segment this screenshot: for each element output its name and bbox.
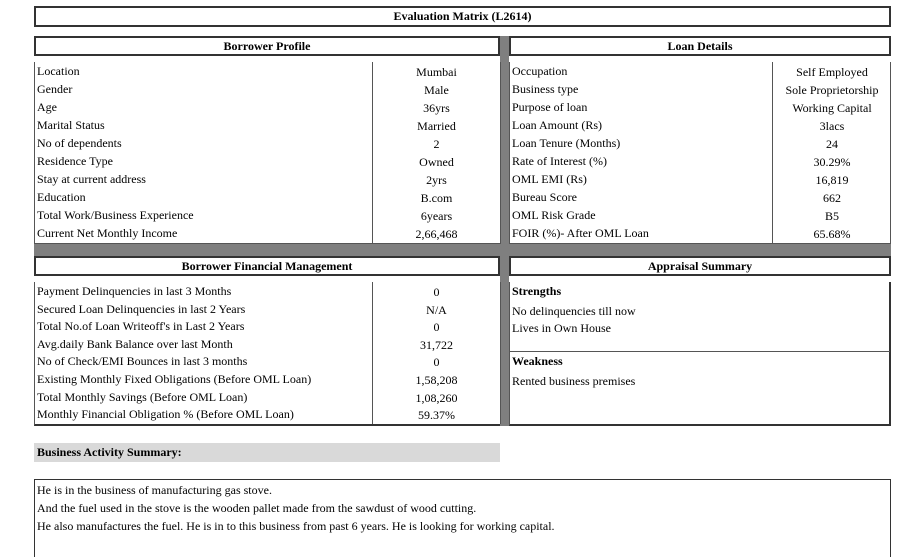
borrower-profile-table: [34, 62, 500, 244]
divider: [500, 256, 509, 426]
row-value: 0: [433, 355, 440, 370]
row-label: Payment Delinquencies in last 3 Months: [37, 284, 232, 298]
row-value: 1,08,260: [415, 390, 458, 405]
row-value: Married: [417, 119, 456, 133]
divider: [500, 36, 509, 244]
row-label: Total Monthly Savings (Before OML Loan): [37, 389, 248, 404]
column-divider: [500, 282, 501, 424]
row-label: Occupation: [512, 64, 568, 78]
business-activity-line: He is in the business of manufacturing gas stove.: [37, 483, 272, 497]
appraisal-summary-header: Appraisal Summary: [509, 256, 891, 276]
row-value: 24: [826, 137, 838, 151]
row-value: 59.37%: [418, 408, 455, 423]
row-label: FOIR (%)- After OML Loan: [512, 226, 649, 240]
row-value: 6years: [420, 209, 453, 223]
loan-details-header: Loan Details: [509, 36, 891, 56]
row-value: 2: [433, 137, 440, 151]
row-label: Residence Type: [37, 154, 113, 168]
business-activity-line: And the fuel used in the stove is the wooden pallet made from the sawdust of wood cutting.: [37, 501, 477, 515]
row-value: 31,722: [420, 337, 453, 352]
row-value: 1,58,208: [415, 373, 458, 387]
row-label: Loan Tenure (Months): [512, 136, 621, 150]
row-value: 30.29%: [813, 155, 851, 169]
row-label: Location: [37, 64, 80, 78]
row-label: Total No.of Loan Writeoff's in Last 2 Years: [37, 319, 245, 334]
row-label: Rate of Interest (%): [512, 154, 607, 168]
row-label: Current Net Monthly Income: [37, 226, 178, 240]
row-value: 0: [433, 285, 440, 299]
row-label: Gender: [37, 82, 73, 96]
weakness-item: Rented business premises: [512, 374, 636, 388]
row-value: 16,819: [815, 173, 849, 187]
row-value: B.com: [420, 191, 453, 205]
row-value: 2yrs: [426, 173, 447, 187]
appraisal-summary-box: [509, 282, 891, 426]
row-label: Business type: [512, 82, 579, 96]
row-value: 36yrs: [423, 101, 450, 115]
row-label: Age: [37, 100, 57, 114]
row-value: 0: [433, 320, 440, 335]
borrower-profile-header: Borrower Profile: [34, 36, 500, 56]
row-label: Bureau Score: [512, 190, 577, 204]
row-label: No of Check/EMI Bounces in last 3 months: [37, 354, 248, 369]
divider: [34, 244, 891, 256]
row-value: 3lacs: [819, 119, 845, 133]
row-label: Existing Monthly Fixed Obligations (Before OML Loan): [37, 372, 312, 386]
financial-management-header: Borrower Financial Management: [34, 256, 500, 276]
section-divider: [510, 351, 890, 352]
row-label: Stay at current address: [37, 172, 146, 186]
row-value: B5: [824, 209, 839, 223]
row-label: Monthly Financial Obligation % (Before OML Loan): [37, 407, 294, 422]
weakness-title: Weakness: [512, 354, 563, 368]
row-value: Sole Proprietorship: [785, 83, 879, 97]
strength-item: No delinquencies till now: [512, 304, 636, 318]
row-label: OML EMI (Rs): [512, 172, 587, 186]
row-value: Owned: [419, 155, 454, 169]
row-value: Working Capital: [792, 101, 872, 115]
row-value: 65.68%: [813, 227, 851, 241]
column-divider: [500, 62, 501, 244]
row-value: Mumbai: [416, 65, 457, 79]
page-title: Evaluation Matrix (L2614): [34, 6, 891, 27]
financial-management-table: [34, 282, 500, 426]
row-value: 2,66,468: [415, 227, 458, 241]
row-value: Self Employed: [796, 65, 868, 79]
strength-item: Lives in Own House: [512, 321, 611, 335]
loan-details-table: [509, 62, 891, 244]
row-label: Education: [37, 190, 86, 204]
business-activity-line: He also manufactures the fuel. He is in to this business from past 6 years. He is looking for working capital.: [37, 519, 555, 533]
row-label: Secured Loan Delinquencies in last 2 Years: [37, 301, 246, 316]
row-value: Male: [424, 83, 449, 97]
row-label: Marital Status: [37, 118, 105, 132]
row-label: Loan Amount (Rs): [512, 118, 602, 132]
row-label: Total Work/Business Experience: [37, 208, 194, 222]
row-label: Avg.daily Bank Balance over last Month: [37, 336, 233, 351]
row-label: OML Risk Grade: [512, 208, 596, 222]
row-value: 662: [823, 191, 841, 205]
business-activity-box: [34, 479, 891, 557]
strengths-title: Strengths: [512, 284, 562, 298]
row-value: N/A: [426, 302, 447, 317]
row-label: No of dependents: [37, 136, 122, 150]
business-activity-header: Business Activity Summary:: [34, 443, 500, 462]
row-label: Purpose of loan: [512, 100, 588, 114]
